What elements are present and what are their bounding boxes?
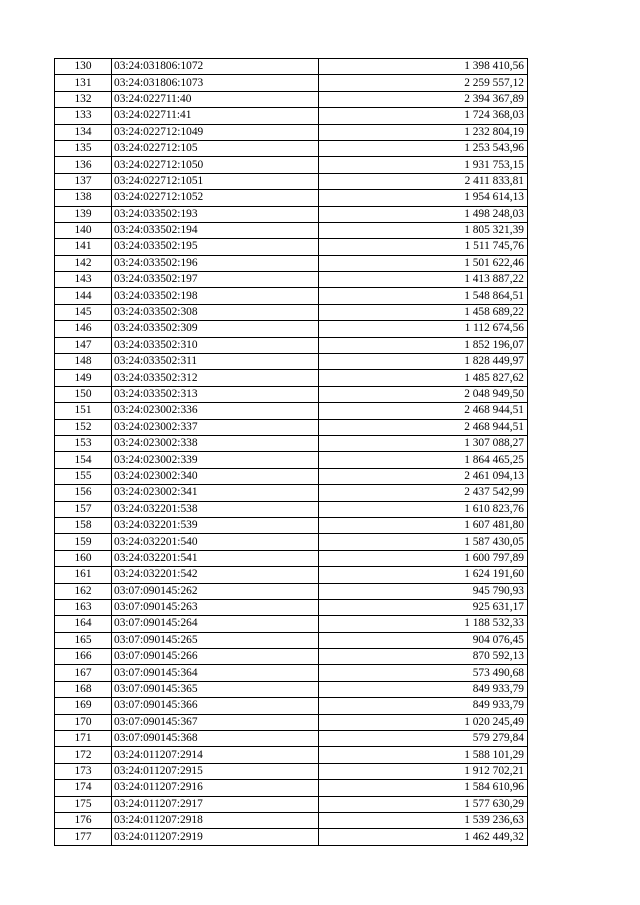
cadastral-value-cell: 573 490,68: [319, 665, 528, 681]
cadastral-number-cell: 03:24:023002:339: [112, 452, 319, 468]
table-row: [55, 452, 528, 468]
cadastral-value-cell: 1 607 481,80: [319, 517, 528, 533]
cadastral-number-cell: 03:24:032201:539: [112, 517, 319, 533]
cadastral-number-cell: 03:07:090145:266: [112, 649, 319, 665]
cadastral-value-cell: 1 610 823,76: [319, 501, 528, 517]
row-number-cell: 160: [55, 550, 112, 566]
cadastral-number-cell: 03:24:022712:1052: [112, 190, 319, 206]
row-number-cell: 170: [55, 714, 112, 730]
cadastral-value-cell: 1 413 887,22: [319, 272, 528, 288]
row-number-cell: 147: [55, 337, 112, 353]
row-number-cell: 148: [55, 354, 112, 370]
table-row: [55, 419, 528, 435]
cadastral-value-cell: 2 461 094,13: [319, 468, 528, 484]
cadastral-value-cell: 1 498 248,03: [319, 206, 528, 222]
cadastral-value-cell: 1 020 245,49: [319, 714, 528, 730]
table-row: [55, 534, 528, 550]
cadastral-number-cell: 03:24:033502:310: [112, 337, 319, 353]
row-number-cell: 176: [55, 812, 112, 828]
cadastral-number-cell: 03:24:022712:1049: [112, 124, 319, 140]
cadastral-value-cell: 1 584 610,96: [319, 780, 528, 796]
cadastral-value-cell: 1 458 689,22: [319, 304, 528, 320]
cadastral-value-cell: 945 790,93: [319, 583, 528, 599]
cadastral-number-cell: 03:24:032201:540: [112, 534, 319, 550]
cadastral-value-cell: 849 933,79: [319, 681, 528, 697]
cadastral-value-cell: 1 912 702,21: [319, 763, 528, 779]
cadastral-value-cell: 1 462 449,32: [319, 829, 528, 845]
cadastral-number-cell: 03:24:032201:542: [112, 567, 319, 583]
cadastral-number-cell: 03:07:090145:262: [112, 583, 319, 599]
cadastral-number-cell: 03:24:022711:41: [112, 108, 319, 124]
table-row: [55, 140, 528, 156]
row-number-cell: 139: [55, 206, 112, 222]
row-number-cell: 162: [55, 583, 112, 599]
row-number-cell: 165: [55, 632, 112, 648]
cadastral-number-cell: 03:07:090145:366: [112, 698, 319, 714]
row-number-cell: 175: [55, 796, 112, 812]
cadastral-number-cell: 03:24:011207:2918: [112, 812, 319, 828]
cadastral-value-cell: 1 600 797,89: [319, 550, 528, 566]
cadastral-value-cell: 849 933,79: [319, 698, 528, 714]
cadastral-value-cell: 1 624 191,60: [319, 567, 528, 583]
cadastral-value-cell: 1 511 745,76: [319, 239, 528, 255]
cadastral-number-cell: 03:24:031806:1073: [112, 75, 319, 91]
cadastral-number-cell: 03:24:033502:196: [112, 255, 319, 271]
cadastral-number-cell: 03:24:033502:309: [112, 321, 319, 337]
table-row: [55, 649, 528, 665]
table-row: [55, 681, 528, 697]
cadastral-number-cell: 03:24:033502:194: [112, 222, 319, 238]
table-row: [55, 190, 528, 206]
row-number-cell: 150: [55, 386, 112, 402]
cadastral-number-cell: 03:07:090145:368: [112, 731, 319, 747]
cadastral-value-cell: 1 501 622,46: [319, 255, 528, 271]
table-row: [55, 517, 528, 533]
row-number-cell: 177: [55, 829, 112, 845]
cadastral-value-table: [54, 58, 528, 846]
cadastral-number-cell: 03:07:090145:264: [112, 616, 319, 632]
cadastral-value-cell: 1 828 449,97: [319, 354, 528, 370]
cadastral-number-cell: 03:24:023002:337: [112, 419, 319, 435]
row-number-cell: 138: [55, 190, 112, 206]
table-row: [55, 337, 528, 353]
table-row: [55, 75, 528, 91]
table-row: [55, 173, 528, 189]
cadastral-number-cell: 03:24:032201:541: [112, 550, 319, 566]
cadastral-value-cell: 1 188 532,33: [319, 616, 528, 632]
cadastral-value-cell: 1 539 236,63: [319, 812, 528, 828]
row-number-cell: 136: [55, 157, 112, 173]
cadastral-value-cell: 1 805 321,39: [319, 222, 528, 238]
row-number-cell: 159: [55, 534, 112, 550]
row-number-cell: 153: [55, 435, 112, 451]
row-number-cell: 173: [55, 763, 112, 779]
cadastral-value-cell: 1 112 674,56: [319, 321, 528, 337]
row-number-cell: 161: [55, 567, 112, 583]
table-row: [55, 731, 528, 747]
cadastral-number-cell: 03:24:022712:105: [112, 140, 319, 156]
row-number-cell: 132: [55, 91, 112, 107]
row-number-cell: 158: [55, 517, 112, 533]
cadastral-number-cell: 03:24:033502:308: [112, 304, 319, 320]
cadastral-number-cell: 03:24:022711:40: [112, 91, 319, 107]
cadastral-number-cell: 03:24:033502:313: [112, 386, 319, 402]
table-row: [55, 763, 528, 779]
table-row: [55, 288, 528, 304]
cadastral-number-cell: 03:24:011207:2914: [112, 747, 319, 763]
row-number-cell: 166: [55, 649, 112, 665]
cadastral-value-cell: 904 076,45: [319, 632, 528, 648]
table-row: [55, 632, 528, 648]
cadastral-value-cell: 1 485 827,62: [319, 370, 528, 386]
cadastral-number-cell: 03:24:023002:336: [112, 403, 319, 419]
table-row: [55, 304, 528, 320]
table-row: [55, 91, 528, 107]
cadastral-value-cell: 1 587 430,05: [319, 534, 528, 550]
cadastral-value-cell: 870 592,13: [319, 649, 528, 665]
row-number-cell: 149: [55, 370, 112, 386]
row-number-cell: 164: [55, 616, 112, 632]
cadastral-value-cell: 2 468 944,51: [319, 419, 528, 435]
cadastral-number-cell: 03:24:031806:1072: [112, 59, 319, 75]
table-row: [55, 354, 528, 370]
cadastral-number-cell: 03:07:090145:367: [112, 714, 319, 730]
cadastral-number-cell: 03:24:032201:538: [112, 501, 319, 517]
row-number-cell: 171: [55, 731, 112, 747]
table-row: [55, 485, 528, 501]
cadastral-value-cell: 1 232 804,19: [319, 124, 528, 140]
cadastral-value-cell: 2 259 557,12: [319, 75, 528, 91]
table-row: [55, 403, 528, 419]
cadastral-value-cell: 1 577 630,29: [319, 796, 528, 812]
cadastral-number-cell: 03:24:033502:311: [112, 354, 319, 370]
cadastral-value-cell: 1 864 465,25: [319, 452, 528, 468]
cadastral-number-cell: 03:07:090145:365: [112, 681, 319, 697]
row-number-cell: 151: [55, 403, 112, 419]
cadastral-number-cell: 03:24:011207:2919: [112, 829, 319, 845]
cadastral-number-cell: 03:24:023002:341: [112, 485, 319, 501]
table-row: [55, 583, 528, 599]
row-number-cell: 142: [55, 255, 112, 271]
table-row: [55, 501, 528, 517]
row-number-cell: 152: [55, 419, 112, 435]
cadastral-number-cell: 03:24:022712:1051: [112, 173, 319, 189]
table-row: [55, 108, 528, 124]
cadastral-number-cell: 03:24:022712:1050: [112, 157, 319, 173]
cadastral-number-cell: 03:24:033502:312: [112, 370, 319, 386]
cadastral-number-cell: 03:24:011207:2917: [112, 796, 319, 812]
row-number-cell: 141: [55, 239, 112, 255]
row-number-cell: 157: [55, 501, 112, 517]
cadastral-number-cell: 03:07:090145:265: [112, 632, 319, 648]
cadastral-value-cell: 1 307 088,27: [319, 435, 528, 451]
table-row: [55, 157, 528, 173]
row-number-cell: 135: [55, 140, 112, 156]
row-number-cell: 167: [55, 665, 112, 681]
row-number-cell: 174: [55, 780, 112, 796]
row-number-cell: 143: [55, 272, 112, 288]
cadastral-number-cell: 03:24:033502:197: [112, 272, 319, 288]
table-row: [55, 714, 528, 730]
cadastral-value-cell: 2 468 944,51: [319, 403, 528, 419]
cadastral-value-cell: 1 548 864,51: [319, 288, 528, 304]
cadastral-number-cell: 03:24:033502:193: [112, 206, 319, 222]
cadastral-value-cell: 2 437 542,99: [319, 485, 528, 501]
table-row: [55, 665, 528, 681]
cadastral-number-cell: 03:24:033502:195: [112, 239, 319, 255]
cadastral-number-cell: 03:24:011207:2916: [112, 780, 319, 796]
row-number-cell: 144: [55, 288, 112, 304]
row-number-cell: 172: [55, 747, 112, 763]
table-row: [55, 255, 528, 271]
cadastral-value-cell: 925 631,17: [319, 599, 528, 615]
cadastral-value-cell: 1 398 410,56: [319, 59, 528, 75]
table-row: [55, 698, 528, 714]
table-row: [55, 222, 528, 238]
row-number-cell: 134: [55, 124, 112, 140]
cadastral-value-cell: 1 852 196,07: [319, 337, 528, 353]
table-row: [55, 567, 528, 583]
cadastral-number-cell: 03:07:090145:263: [112, 599, 319, 615]
row-number-cell: 131: [55, 75, 112, 91]
table-row: [55, 812, 528, 828]
row-number-cell: 155: [55, 468, 112, 484]
cadastral-value-cell: 2 394 367,89: [319, 91, 528, 107]
row-number-cell: 130: [55, 59, 112, 75]
table-row: [55, 321, 528, 337]
row-number-cell: 154: [55, 452, 112, 468]
row-number-cell: 168: [55, 681, 112, 697]
row-number-cell: 140: [55, 222, 112, 238]
cadastral-value-cell: 2 411 833,81: [319, 173, 528, 189]
table-row: [55, 747, 528, 763]
table-row: [55, 59, 528, 75]
table-row: [55, 468, 528, 484]
cadastral-value-cell: 1 588 101,29: [319, 747, 528, 763]
table-row: [55, 599, 528, 615]
table-row: [55, 435, 528, 451]
table-body: [55, 59, 528, 846]
cadastral-number-cell: 03:24:023002:338: [112, 435, 319, 451]
table-row: [55, 550, 528, 566]
table-row: [55, 272, 528, 288]
row-number-cell: 133: [55, 108, 112, 124]
cadastral-value-cell: 1 724 368,03: [319, 108, 528, 124]
cadastral-number-cell: 03:24:033502:198: [112, 288, 319, 304]
table-row: [55, 780, 528, 796]
cadastral-value-cell: 1 253 543,96: [319, 140, 528, 156]
cadastral-value-cell: 1 954 614,13: [319, 190, 528, 206]
row-number-cell: 146: [55, 321, 112, 337]
table-row: [55, 829, 528, 845]
table-row: [55, 370, 528, 386]
row-number-cell: 145: [55, 304, 112, 320]
table-row: [55, 124, 528, 140]
row-number-cell: 137: [55, 173, 112, 189]
cadastral-number-cell: 03:07:090145:364: [112, 665, 319, 681]
cadastral-value-cell: 2 048 949,50: [319, 386, 528, 402]
cadastral-number-cell: 03:24:011207:2915: [112, 763, 319, 779]
row-number-cell: 169: [55, 698, 112, 714]
table-row: [55, 206, 528, 222]
table-row: [55, 796, 528, 812]
table-row: [55, 239, 528, 255]
row-number-cell: 163: [55, 599, 112, 615]
table-row: [55, 616, 528, 632]
cadastral-value-cell: 579 279,84: [319, 731, 528, 747]
cadastral-value-cell: 1 931 753,15: [319, 157, 528, 173]
row-number-cell: 156: [55, 485, 112, 501]
table-row: [55, 386, 528, 402]
cadastral-number-cell: 03:24:023002:340: [112, 468, 319, 484]
